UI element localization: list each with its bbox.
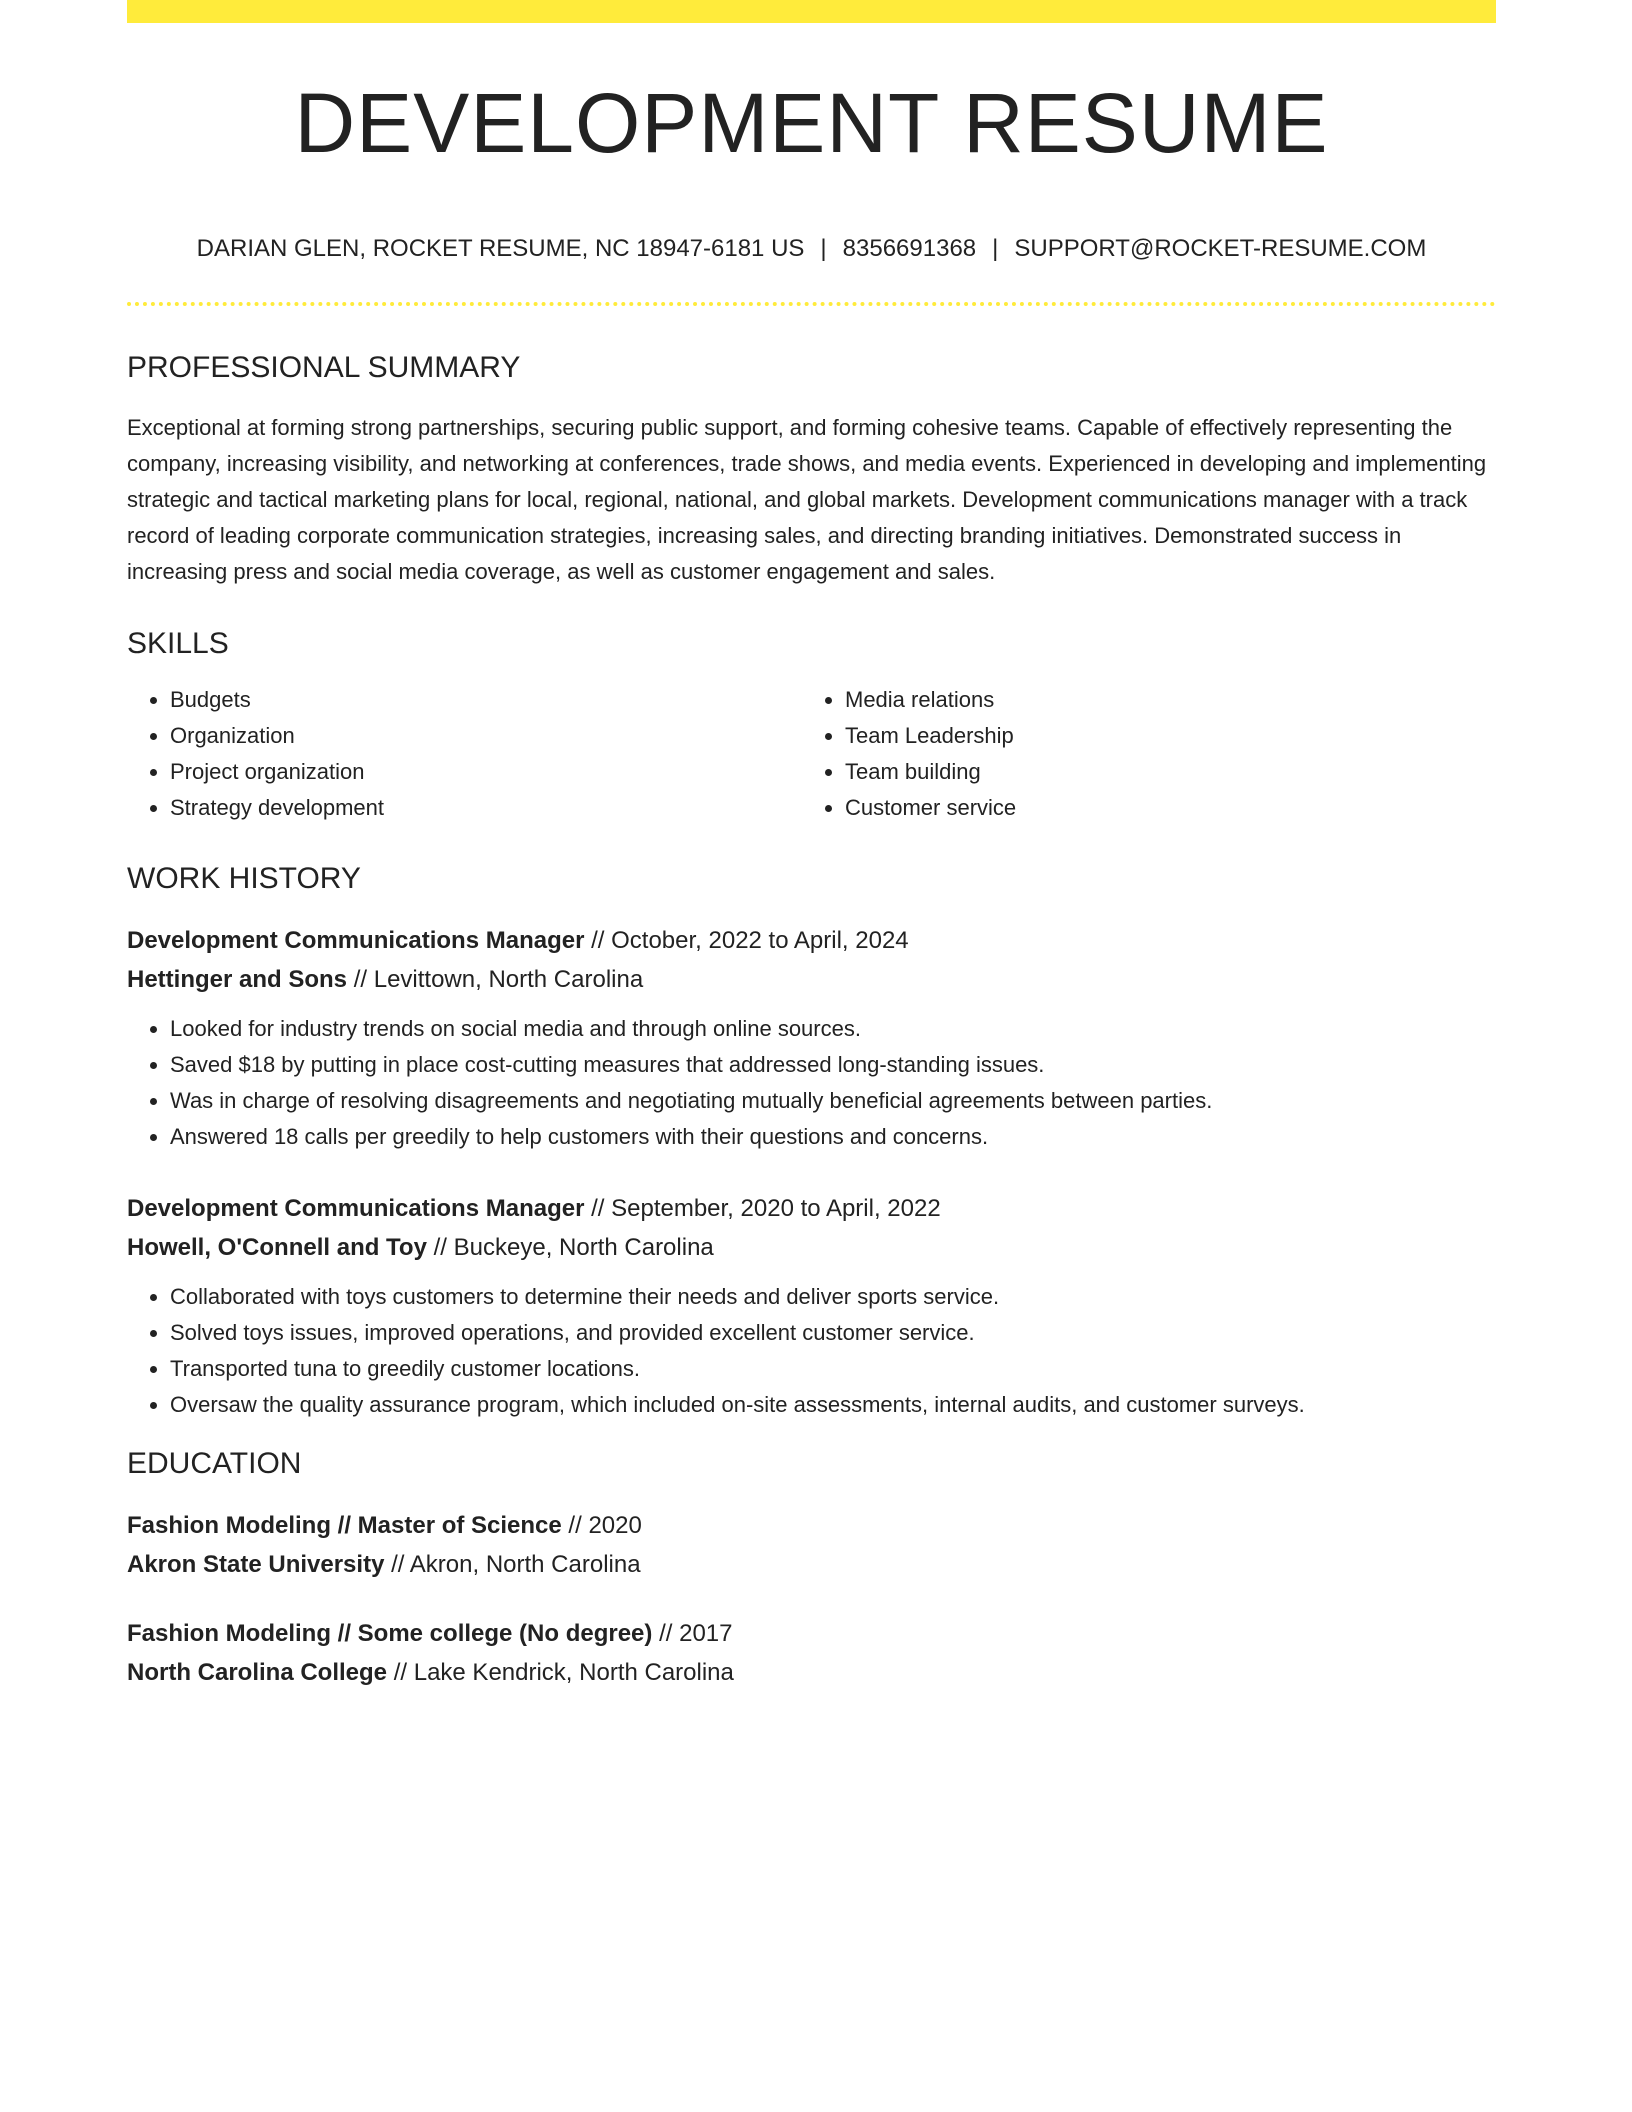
job-bullet: • Transported tuna to greedily customer locations. xyxy=(170,1351,1496,1387)
contact-email: SUPPORT@ROCKET-RESUME.COM xyxy=(1014,235,1427,262)
entry-separator: // xyxy=(393,1659,408,1686)
skill-item: • Budgets xyxy=(170,682,802,718)
entry-separator: // xyxy=(353,966,368,993)
section-heading-skills: SKILLS xyxy=(127,627,229,660)
skills-list xyxy=(127,682,1496,826)
entry-separator: // xyxy=(591,927,605,954)
summary-text: Exceptional at forming strong partnerships, securing public support, and forming cohesive teams. Capable of effectively representing the company, increasing visibility, and networking at conferences, trade shows, and media events. Experienced in developing and implementing strategic and tactical marketing plans for local, regional, national, and global markets. Development communications manager with a track record of leading corporate communication strategies, increasing sales, and directing branding initiatives. Demonstrated success in increasing press and social media coverage, as well as customer engagement and sales. xyxy=(127,415,1487,584)
job-bullet: • Looked for industry trends on social media and through online sources. xyxy=(170,1011,1496,1047)
entry-separator: // xyxy=(433,1234,447,1261)
job-company-line xyxy=(127,960,1496,999)
education-school-line xyxy=(127,1653,1496,1692)
job-title: Development Communications Manager xyxy=(127,927,585,954)
entry-separator: // xyxy=(568,1512,582,1539)
job-bullet: • Collaborated with toys customers to determine their needs and deliver sports service. xyxy=(170,1279,1496,1315)
skills-column-right xyxy=(802,682,1477,826)
entry-separator: // xyxy=(591,1195,605,1222)
education-degree-line xyxy=(127,1614,1496,1653)
job-dates: September, 2020 to April, 2022 xyxy=(611,1195,941,1222)
education-year: 2020 xyxy=(588,1512,642,1539)
education-degree: Fashion Modeling // Master of Science xyxy=(127,1512,562,1539)
contact-separator: | xyxy=(992,235,999,262)
skill-item: • Project organization xyxy=(170,754,802,790)
job-location: Buckeye, North Carolina xyxy=(453,1234,714,1261)
job-location: Levittown, North Carolina xyxy=(373,966,644,993)
education-degree-line xyxy=(127,1506,1496,1545)
education-entry xyxy=(127,1506,1496,1584)
job-title-line xyxy=(127,1189,1496,1228)
skill-item: • Team building xyxy=(845,754,1477,790)
job-bullet: • Solved toys issues, improved operations, and provided excellent customer service. xyxy=(170,1315,1496,1351)
skill-item: • Team Leadership xyxy=(845,718,1477,754)
job-title: Development Communications Manager xyxy=(127,1195,585,1222)
education-school: North Carolina College xyxy=(127,1659,388,1686)
job-title-line xyxy=(127,921,1496,960)
education-school: Akron State University xyxy=(127,1551,385,1578)
contact-separator: | xyxy=(820,235,827,262)
job-bullets xyxy=(127,1011,1496,1155)
section-heading-work-history: WORK HISTORY xyxy=(127,862,361,895)
job-company: Hettinger and Sons xyxy=(127,966,348,993)
education-location: Akron, North Carolina xyxy=(409,1551,641,1578)
job-bullets xyxy=(127,1279,1496,1423)
contact-address: DARIAN GLEN, ROCKET RESUME, NC 18947-6181 US xyxy=(196,235,805,262)
contact-line xyxy=(127,237,1496,261)
job-dates: October, 2022 to April, 2024 xyxy=(611,927,909,954)
job-bullet: • Was in charge of resolving disagreements and negotiating mutually beneficial agreements between parties. xyxy=(170,1083,1496,1119)
section-heading-education: EDUCATION xyxy=(127,1447,302,1480)
job-company-line xyxy=(127,1228,1496,1267)
accent-top-bar xyxy=(127,0,1496,23)
education-school-line xyxy=(127,1545,1496,1584)
education-entry xyxy=(127,1614,1496,1692)
resume-page xyxy=(127,0,1496,1692)
job-bullet: • Saved $18 by putting in place cost-cutting measures that addressed long-standing issues. xyxy=(170,1047,1496,1083)
job-company: Howell, O'Connell and Toy xyxy=(127,1234,427,1261)
education-degree: Fashion Modeling // Some college (No degree) xyxy=(127,1620,653,1647)
entry-separator: // xyxy=(659,1620,673,1647)
skills-column-left xyxy=(127,682,802,826)
entry-separator: // xyxy=(391,1551,405,1578)
contact-phone: 8356691368 xyxy=(842,235,977,262)
skill-item: • Organization xyxy=(170,718,802,754)
skill-item: • Customer service xyxy=(845,790,1477,826)
job-bullet: • Oversaw the quality assurance program, which included on-site assessments, internal audits, and customer surveys. xyxy=(170,1387,1496,1423)
education-location: Lake Kendrick, North Carolina xyxy=(413,1659,734,1686)
section-heading-summary: PROFESSIONAL SUMMARY xyxy=(127,351,521,384)
education-year: 2017 xyxy=(679,1620,733,1647)
job-entry xyxy=(127,921,1496,1155)
resume-title: DEVELOPMENT RESUME xyxy=(294,76,1329,170)
skill-item: • Media relations xyxy=(845,682,1477,718)
job-bullet: • Answered 18 calls per greedily to help customers with their questions and concerns. xyxy=(170,1119,1496,1155)
skill-item: • Strategy development xyxy=(170,790,802,826)
dotted-divider xyxy=(127,302,1496,306)
job-entry xyxy=(127,1189,1496,1423)
